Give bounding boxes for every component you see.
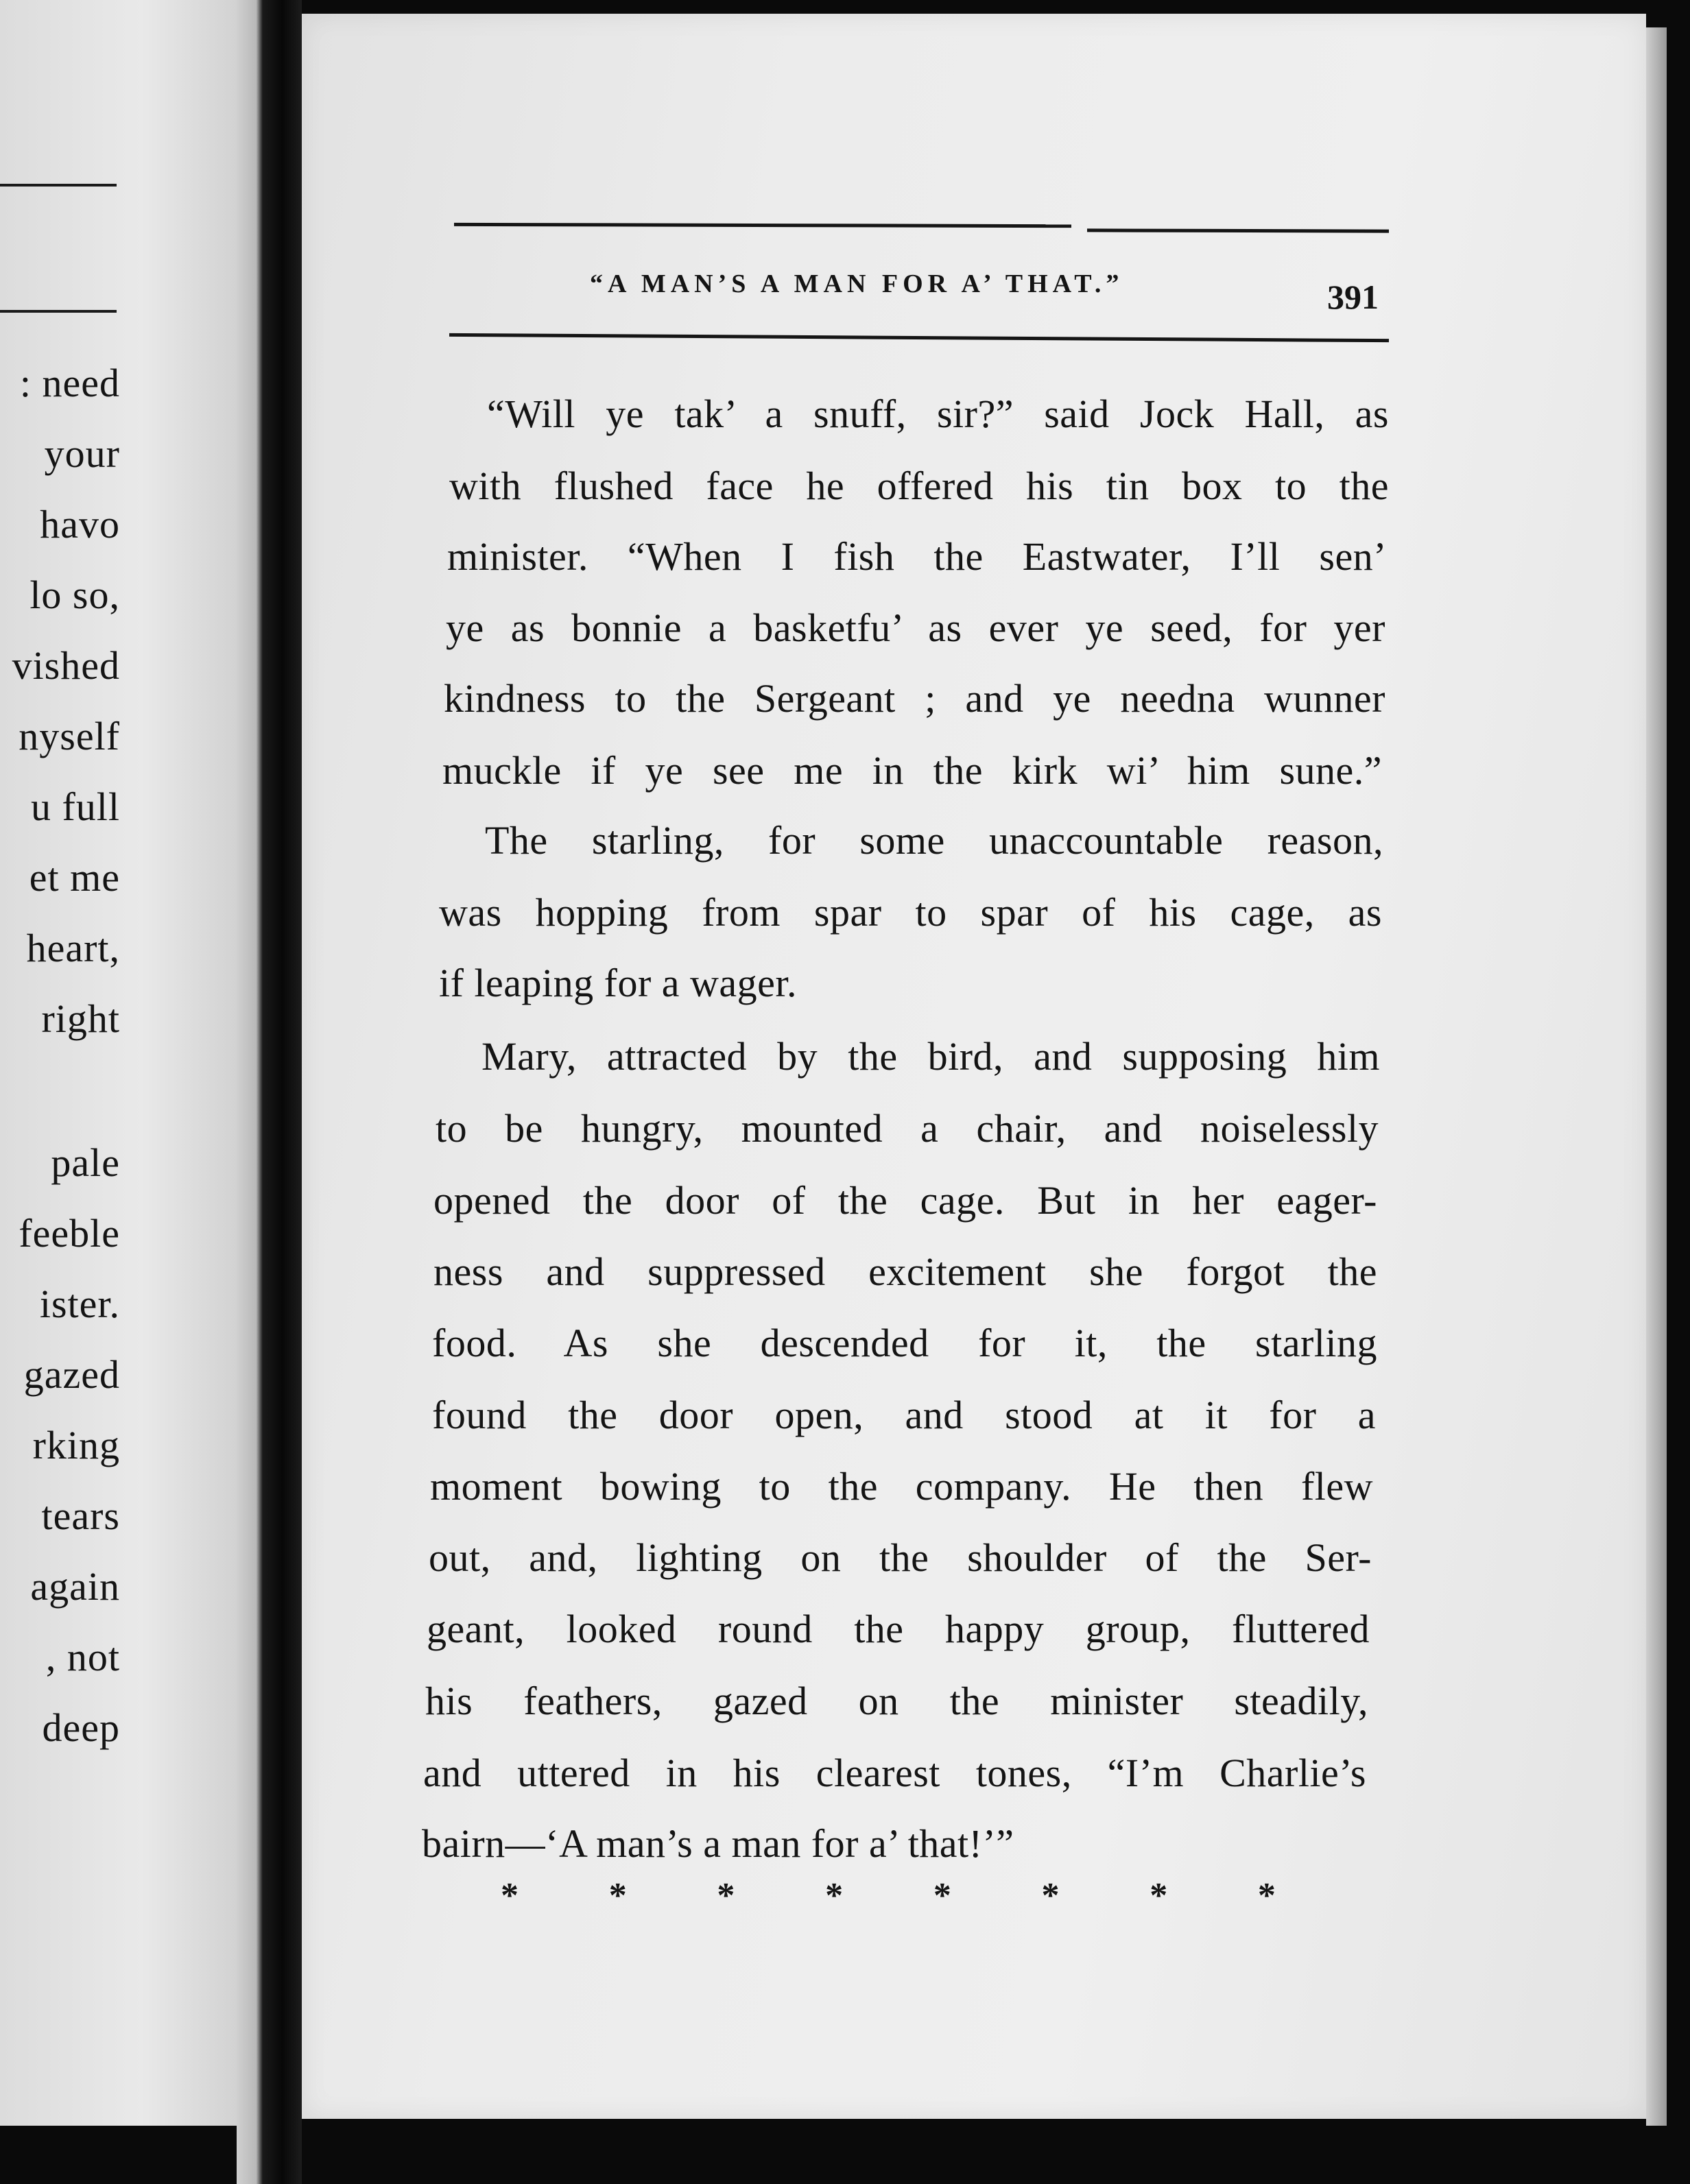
text-line: “Will ye tak’ a snuff, sir?” said Jock Hall, as: [487, 392, 1389, 436]
asterisk: *: [825, 1876, 844, 1915]
left-page-rule: [0, 184, 117, 187]
text-line: food. As she descended for it, the starling: [432, 1321, 1377, 1365]
section-break: [501, 1875, 1276, 1916]
page-edge: [1646, 27, 1667, 2126]
left-page-rule: [0, 310, 117, 313]
text-line: to be hungry, mounted a chair, and noiselessly: [436, 1106, 1379, 1151]
text-line: ness and suppressed excitement she forgot the: [433, 1249, 1377, 1294]
text-line: was hopping from spar to spar of his cage, as: [439, 890, 1382, 935]
left-page-text: deep: [42, 1705, 120, 1750]
left-page-text: again: [30, 1564, 120, 1609]
text-line: and uttered in his clearest tones, “I’m Charlie’s: [423, 1751, 1366, 1795]
text-line: if leaping for a wager.: [439, 961, 798, 1005]
asterisk: *: [933, 1876, 951, 1915]
asterisk: *: [1257, 1876, 1276, 1915]
asterisk: *: [1150, 1876, 1168, 1915]
left-page-text: havo: [40, 502, 120, 547]
text-line: geant, looked round the happy group, fluttered: [427, 1607, 1370, 1651]
left-page-text: , not: [45, 1635, 120, 1679]
left-page-text: nyself: [19, 714, 120, 758]
text-line: Mary, attracted by the bird, and supposing him: [481, 1034, 1380, 1079]
text-line last: muckle if ye see me in the kirk wi’ him sune.”: [442, 748, 1382, 793]
previous-page-fragment: [0, 0, 237, 2126]
left-page-text: pale: [51, 1140, 120, 1185]
asterisk: *: [501, 1876, 519, 1915]
left-page-text: : need: [19, 361, 120, 405]
left-page-text: u full: [30, 784, 120, 829]
text-line: ye as bonnie a basketfu’ as ever ye seed, for yer: [446, 605, 1385, 650]
running-head: “A MAN’S A MAN FOR A’ THAT.”: [590, 269, 1124, 298]
left-page-text: heart,: [26, 926, 120, 970]
left-page-text: ister.: [39, 1282, 120, 1326]
left-page-text: lo so,: [29, 573, 120, 617]
left-page-text: et me: [29, 855, 120, 900]
left-page-text: right: [41, 996, 120, 1041]
text-line: out, and, lighting on the shoulder of the Ser-: [429, 1535, 1372, 1580]
text-line: moment bowing to the company. He then flew: [430, 1464, 1373, 1509]
text-line: opened the door of the cage. But in her eager-: [433, 1178, 1377, 1223]
left-page-text: your: [44, 431, 120, 476]
left-page-text: tears: [41, 1493, 120, 1538]
page-number: 391: [1327, 278, 1379, 316]
text-line: found the door open, and stood at it for a: [432, 1393, 1376, 1437]
left-page-text: gazed: [23, 1352, 120, 1397]
left-page-text: vished: [12, 643, 120, 688]
text-line: The starling, for some unaccountable reason,: [485, 818, 1383, 863]
text-line: bairn—‘A man’s a man for a’ that!’”: [422, 1821, 1014, 1866]
text-line: with flushed face he offered his tin box to the: [449, 464, 1389, 508]
text-line: his feathers, gazed on the minister steadily,: [425, 1679, 1368, 1723]
left-page-text: rking: [32, 1423, 120, 1467]
left-page-text: feeble: [19, 1211, 120, 1256]
text-line: kindness to the Sergeant ; and ye needna wunner: [444, 676, 1385, 721]
asterisk: *: [1041, 1876, 1060, 1915]
text-line: minister. “When I fish the Eastwater, I’ll sen’: [447, 534, 1387, 579]
book-spine: [237, 0, 302, 2184]
asterisk: *: [608, 1876, 627, 1915]
asterisk: *: [717, 1876, 735, 1915]
